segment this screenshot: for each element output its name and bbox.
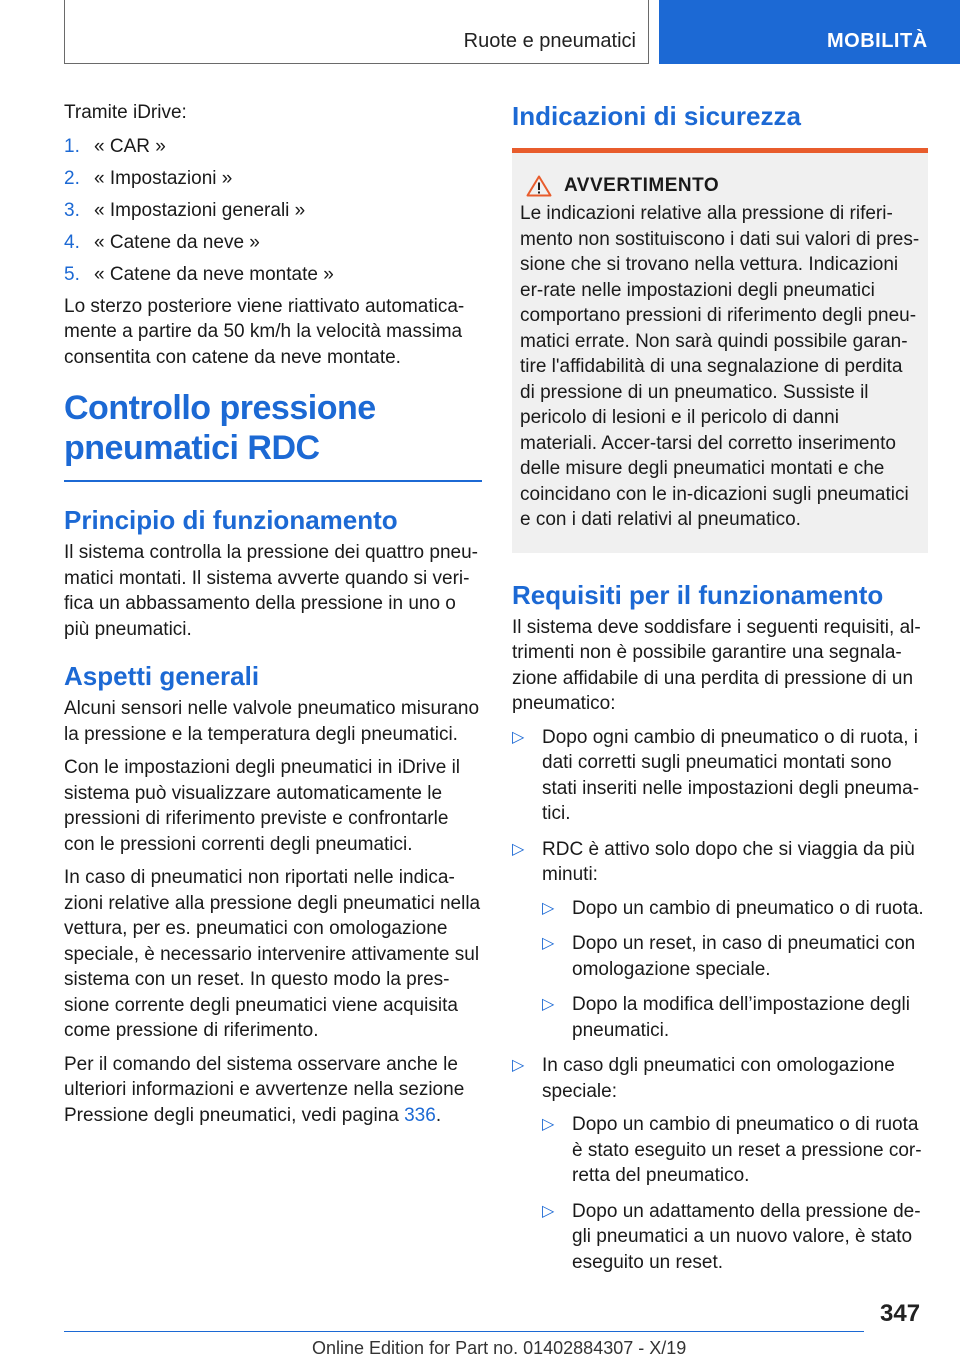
steer-paragraph: Lo sterzo posteriore viene riattivato automatica-mente a partire da 50 km/h la velocità massima consentita con catene da neve montate.	[64, 295, 465, 368]
sub-list-item	[542, 1112, 928, 1189]
sub-list-item-text: Dopo un cambio di pneumatico o di ruota.	[572, 897, 924, 919]
list-item	[512, 725, 928, 827]
warning-title: AVVERTIMENTO	[564, 175, 720, 196]
sub-list-item	[542, 992, 928, 1043]
bullet-triangle-icon: ▷	[542, 899, 555, 917]
heading-aspetti: Aspetti generali	[64, 661, 260, 691]
header-section-tab	[659, 0, 960, 64]
bullet-triangle-icon: ▷	[542, 996, 555, 1013]
bullet-triangle-icon: ▷	[542, 1202, 555, 1220]
bullet-triangle-icon: ▷	[512, 728, 525, 746]
page-number: 347	[880, 1300, 921, 1327]
step-text: « CAR »	[94, 135, 166, 157]
footer-edition: Online Edition for Part no. 01402884307 - X/19	[312, 1338, 687, 1358]
left-column	[64, 100, 482, 1136]
page-link-336[interactable]: 336	[404, 1104, 436, 1126]
step-text: « Catene da neve montate »	[94, 263, 334, 285]
sub-list-item-text: Dopo un reset, in caso di pneumatici con omologazione speciale.	[572, 933, 916, 980]
paragraph-end-dot: .	[435, 1104, 442, 1126]
step-item	[64, 262, 482, 288]
list-item-text: RDC è attivo solo dopo che si viaggia da più minuti:	[542, 838, 915, 885]
paragraph-aspetti-4	[64, 1052, 482, 1129]
paragraph-aspetti-3: In caso di pneumatici non riportati nelle indica-zioni relative alla pressione degli pneumatici nella vettura, per es. pneumatici con omologazione speciale, è necessario intervenire attivamente sul sistema con un reset. In questo modo la pres-sione corrente degli pneumatici viene acquisita come pressione di riferimento.	[64, 867, 481, 1041]
step-item	[64, 134, 482, 160]
step-item	[64, 166, 482, 192]
step-text: « Impostazioni »	[94, 167, 233, 189]
bullet-triangle-icon: ▷	[512, 1057, 525, 1074]
idrive-intro: Tramite iDrive:	[64, 102, 187, 123]
requirements-list	[512, 725, 928, 1276]
step-number: 4.	[64, 231, 80, 253]
warning-text: Le indicazioni relative alla pressione di riferi-mento non sostituiscono i dati sui valori di pres-sione che si trovano nella vettura. Indicazioni er-rate nelle impostazioni degli pneumatici comportano pressioni di riferimento degli pneu-matici errate. Non sarà quindi possibile garan-tire l'affidabilità di una segnalazione di perdita di pressione di un pneumatico. Sussiste il pericolo di lesioni e il pericolo di danni materiali. Accer-tarsi del corretto inserimento delle misure degli pneumatici montati e che coincidano con le in-dicazioni sugli pneumatici e con i dati relativi al pneumatico.	[520, 203, 920, 530]
main-section-title: Controllo pressione pneumatici RDC	[64, 389, 376, 467]
sub-list	[542, 896, 928, 1044]
step-number: 1.	[64, 135, 80, 157]
heading-requisiti: Requisiti per il funzionamento	[512, 579, 884, 610]
sub-list-item	[542, 1199, 928, 1276]
paragraph-requisiti: Il sistema deve soddisfare i seguenti requisiti, al-trimenti non è possibile garantire una segnala-zione affidabile di una perdita di pressione di un pneumatico:	[512, 616, 921, 714]
header-chapter-box	[64, 0, 649, 64]
step-number: 2.	[64, 167, 80, 189]
paragraph-aspetti-1: Alcuni sensori nelle valvole pneumatico misurano la pressione e la temperatura degli pneumatici.	[64, 698, 480, 745]
step-number: 5.	[64, 263, 80, 285]
step-text: « Impostazioni generali »	[94, 199, 306, 221]
sub-list-item-text: Dopo un adattamento della pressione de-gli pneumatici a un nuovo valore, è stato eseguito un reset.	[572, 1200, 921, 1273]
step-item	[64, 198, 482, 224]
title-divider	[64, 480, 482, 482]
bullet-triangle-icon: ▷	[542, 935, 555, 952]
step-number: 3.	[64, 199, 80, 221]
footer-divider	[64, 1331, 864, 1332]
header-chapter-title: Ruote e pneumatici	[463, 30, 636, 52]
step-text: « Catene da neve »	[94, 231, 260, 253]
warning-top-bar	[512, 148, 928, 153]
right-column	[512, 100, 928, 1285]
heading-principio: Principio di funzionamento	[64, 505, 398, 535]
header-section-title: MOBILITÀ	[827, 30, 928, 52]
list-item	[512, 837, 928, 1044]
sub-list	[542, 1112, 928, 1275]
warning-box	[512, 148, 928, 553]
heading-sicurezza: Indicazioni di sicurezza	[512, 101, 801, 131]
bullet-triangle-icon: ▷	[542, 1116, 555, 1133]
idrive-steps	[64, 134, 482, 288]
step-item	[64, 230, 482, 256]
sub-list-item-text: Dopo un cambio di pneumatico o di ruota è stato eseguito un reset a pressione cor-retta del pneumatico.	[572, 1114, 922, 1186]
sub-list-item	[542, 896, 928, 922]
list-item-text: Dopo ogni cambio di pneumatico o di ruota, i dati corretti sugli pneumatici montati sono stati inseriti nelle impostazioni degli pneuma-tici.	[542, 726, 920, 824]
sub-list-item	[542, 931, 928, 982]
paragraph-aspetti-2: Con le impostazioni degli pneumatici in iDrive il sistema può visualizzare automaticamente le pressioni di riferimento previste e confrontarle con le pressioni correnti degli pneumatici.	[64, 757, 461, 855]
bullet-triangle-icon: ▷	[512, 840, 525, 858]
list-item	[512, 1053, 928, 1275]
list-item-text: In caso dgli pneumatici con omologazione speciale:	[542, 1055, 895, 1102]
paragraph-aspetti-4-text: Per il comando del sistema osservare anche le ulteriori informazioni e avvertenze nella sezione Pressione degli pneumatici, vedi pagina	[64, 1053, 465, 1126]
sub-list-item-text: Dopo la modifica dell’impostazione degli pneumatici.	[572, 994, 910, 1041]
paragraph-principio: Il sistema controlla la pressione dei quattro pneu-matici montati. Il sistema avverte quando si veri-fica un abbassamento della pressione in uno o più pneumatici.	[64, 542, 479, 640]
warning-triangle-icon	[526, 175, 552, 197]
warning-header	[526, 175, 920, 197]
